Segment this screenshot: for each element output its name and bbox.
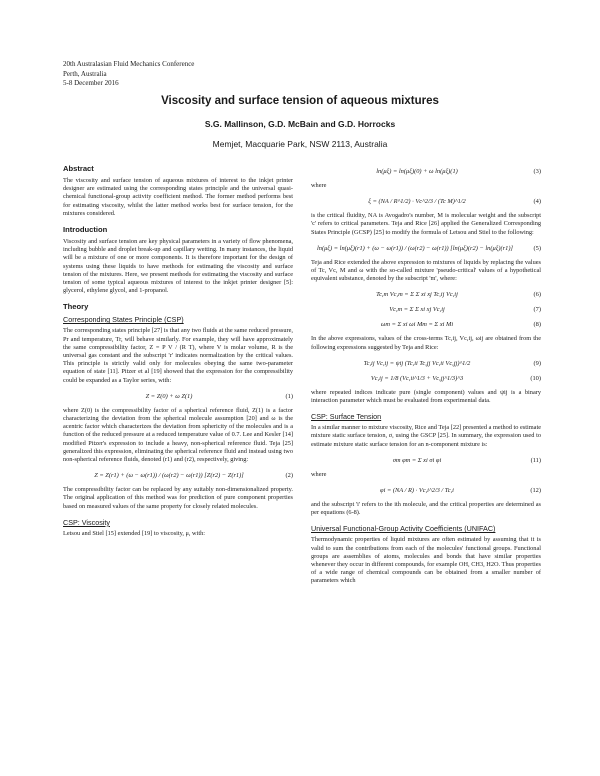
paper-affiliation: Memjet, Macquarie Park, NSW 2113, Australia (212, 139, 388, 149)
equation-1-number: (1) (285, 392, 293, 400)
viscosity-text: Letsou and Stiel [15] extended [19] to viscosity, μ, with: (63, 529, 205, 537)
equation-2 (63, 471, 293, 480)
equation-11 (311, 456, 541, 465)
csp-text-2: where Z(0) is the compressibility factor of a spherical reference fluid, Z(1) is a factor characterizing the deviation from the spherical molecule assumption [20] and ω is the acentric factor which characterizes the deviation from sphericity of the molecules and is a function of the reduced pressure at a reduced temperature value of 0.7. Lee and Kesler [14] modified Pitzer's expression to include a heavy, non-spherical reference fluid. Teja [25] generalized this expression, eliminating the spherical reference fluid and instead using two non-spherical reference fluids, denoted (r1) and (r2), respectively, giving: (63, 406, 293, 464)
equation-11-number: (11) (530, 456, 541, 464)
right-text-4: where repeated indices indicate pure (single component) values and ψij is a binary interaction parameter which must be evaluated from experimental data. (311, 388, 541, 405)
equation-9-number: (9) (533, 359, 541, 367)
introduction-text: Viscosity and surface tension are key physical parameters in a variety of flow phenomena, including bubble and droplet break-up and capillary wetting. In many instances, the liquid will be a mixture of one or more components. It is therefore important for the design of systems using these liquids to have methods for estimating the viscosity and surface tension of the mixtures. Here, we present methods for estimating the viscosity and surface tension of some typical aqueous mixtures of interest to the inkjet printer designer [5]: glycerol, ethylene glycol, and 1-propanol. (63, 238, 293, 295)
equation-4-number: (4) (533, 198, 541, 206)
paper-authors: S.G. Mallinson, G.D. McBain and G.D. Horrocks (204, 119, 396, 129)
equation-6-expr: Tc,m Vc,m = Σ Σ xi xj Tc,ij Vc,ij (376, 291, 458, 299)
abstract-text: The viscosity and surface tension of aqueous mixtures of interest to the inkjet printer designer are estimated using the corresponding states principle and the universal quasi-chemical functional-group activity coefficient method. The former method performs best for estimating viscosity, whilst the latter method works best for surface tension, for the mixtures considered. (63, 177, 293, 217)
right-text-5: and the subscript 'i' refers to the ith molecule, and the critical properties are determined as per equations (6-8). (311, 501, 541, 517)
right-text-1: is the critical fluidity, NA is Avogadro's number, M is molecular weight and the subscript 'c' refers to critical parameters. Teja and Rice [26] applied the Generalized Corresponding States Principle (GCSP) [25] to modify the formula of Letsou and Stiel to the following: (311, 212, 541, 236)
equation-7-number: (7) (533, 306, 541, 314)
equation-3-number: (3) (533, 168, 541, 175)
equation-8-number: (8) (533, 321, 541, 329)
left-column (63, 164, 293, 545)
equation-3 (311, 167, 541, 176)
equation-10-number: (10) (530, 374, 541, 382)
equation-10 (311, 374, 541, 383)
equation-8 (311, 320, 541, 329)
unifac-heading: Universal Functional-Group Activity Coefficients (UNIFAC) (311, 524, 496, 534)
equation-10-expr: Vc,ij = 1/8 (Vc,ii^1/3 + Vc,jj^1/3)^3 (370, 374, 464, 382)
equation-1-expr: Z = Z(0) + ω Z(1) (145, 392, 193, 400)
equation-8-expr: ωm = Σ xi ωi Mm = Σ xi Mi (380, 321, 454, 329)
equation-12-number: (12) (530, 487, 541, 495)
equation-6 (311, 290, 541, 299)
unifac-text: Thermodynamic properties of liquid mixtures are often estimated by assuming that it is valid to sum the contributions from each of the molecules' functional groups. Functional groups are assemblies of atoms, molecules and bonds that have similar properties whenever they occur in different compounds, for example OH, CH3, H2O. Thus properties of a wide range of chemical compounds can be obtained from a smaller number of parameters which (311, 536, 541, 585)
surface-tension-heading: CSP: Surface Tension (311, 412, 382, 422)
surface-tension-text: In a similar manner to mixture viscosity, Rice and Teja [22] presented a method to estimate mixture static surface tension, σ, using the GSCP [25]. In summary, the expression used to estimate mixture static surface tension for an n-component mixture is: (311, 424, 541, 448)
equation-5 (311, 244, 541, 253)
equation-9-expr: Tc,ij Vc,ij = ψij (Tc,ii Tc,jj Vc,ii Vc,jj)^1/2 (363, 359, 471, 367)
introduction-heading: Introduction (63, 225, 108, 235)
equation-12-expr: φi = (NA / R) · Vc,i^2/3 / Tc,i (380, 487, 454, 495)
conference-name: 20th Australasian Fluid Mechanics Conference (63, 60, 195, 68)
viscosity-heading: CSP: Viscosity (63, 517, 110, 527)
conference-info (63, 60, 194, 89)
equation-5-number: (5) (533, 244, 541, 252)
csp-text-3: The compressibility factor can be replaced by any suitably non-dimensionalized property. The original application of this method was for prediction of pure component properties based on measured values of the same property for closely related molecules. (63, 486, 293, 510)
conference-dates: 5-8 December 2016 (63, 79, 119, 87)
right-column (311, 164, 541, 593)
equation-12 (311, 486, 541, 495)
equation-4-expr: ξ = (NA / R^1/2) · Vc^2/3 / (Tc M)^1/2 (368, 198, 466, 206)
equation-1 (63, 392, 293, 401)
equation-5-expr: ln(μξ) = ln(μξ)(r1) + (ω − ω(r1)) / (ω(r2) − ω(r1)) [ln(μξ)(r2) − ln(μξ)(r1)] (317, 244, 513, 252)
where-1: where (311, 182, 327, 189)
equation-6-number: (6) (533, 291, 541, 299)
equation-7 (311, 305, 541, 314)
right-text-2: Teja and Rice extended the above expression to mixtures of liquids by replacing the values of Tc, Vc, M and ω with the so-called mixture 'pseudo-critical' values of a hypothetical equivalent substance, denoted by the subscript 'm', where: (311, 258, 541, 283)
equation-2-number: (2) (285, 472, 293, 480)
abstract-heading: Abstract (63, 164, 94, 173)
theory-heading: Theory (63, 302, 89, 312)
equation-3-expr: ln(μξ) = ln(μξ)(0) + ω ln(μξ)(1) (376, 168, 458, 175)
where-2: where (311, 470, 327, 478)
equation-7-expr: Vc,m = Σ Σ xi xj Vc,ij (389, 306, 445, 314)
equation-9 (311, 359, 541, 368)
equation-2-expr: Z = Z(r1) + (ω − ω(r1)) / (ω(r2) − ω(r1)) [Z(r2) − Z(r1)] (94, 472, 244, 480)
paper-title: Viscosity and surface tension of aqueous mixtures (161, 95, 439, 107)
equation-11-expr: σm φm = Σ xi σi φi (392, 456, 442, 464)
csp-text: The corresponding states principle [27] is that any two fluids at the same reduced pressure, Pr and temperature, Tr, will behave similarly. For example, they will have approximately the same compressibility factor, Z = P V / (R T), where V is molar volume, R is the universal gas constant and the subscript 'r' indicates normalization by the critical values. This principle is strictly valid only for molecules obeying the same two-parameter equation of state [11]. Pitzer et al [19] showed that the expression for the compressibility could be expanded as a Taylor series, with: (63, 327, 293, 384)
conference-location: Perth, Australia (63, 69, 107, 78)
right-text-3: In the above expressions, values of the cross-terms Tc,ij, Vc,ij, ωij are obtained from the following expressions suggested by Teja and Rice: (311, 335, 541, 351)
csp-heading: Corresponding States Principle (CSP) (63, 315, 184, 325)
equation-4 (311, 197, 541, 206)
